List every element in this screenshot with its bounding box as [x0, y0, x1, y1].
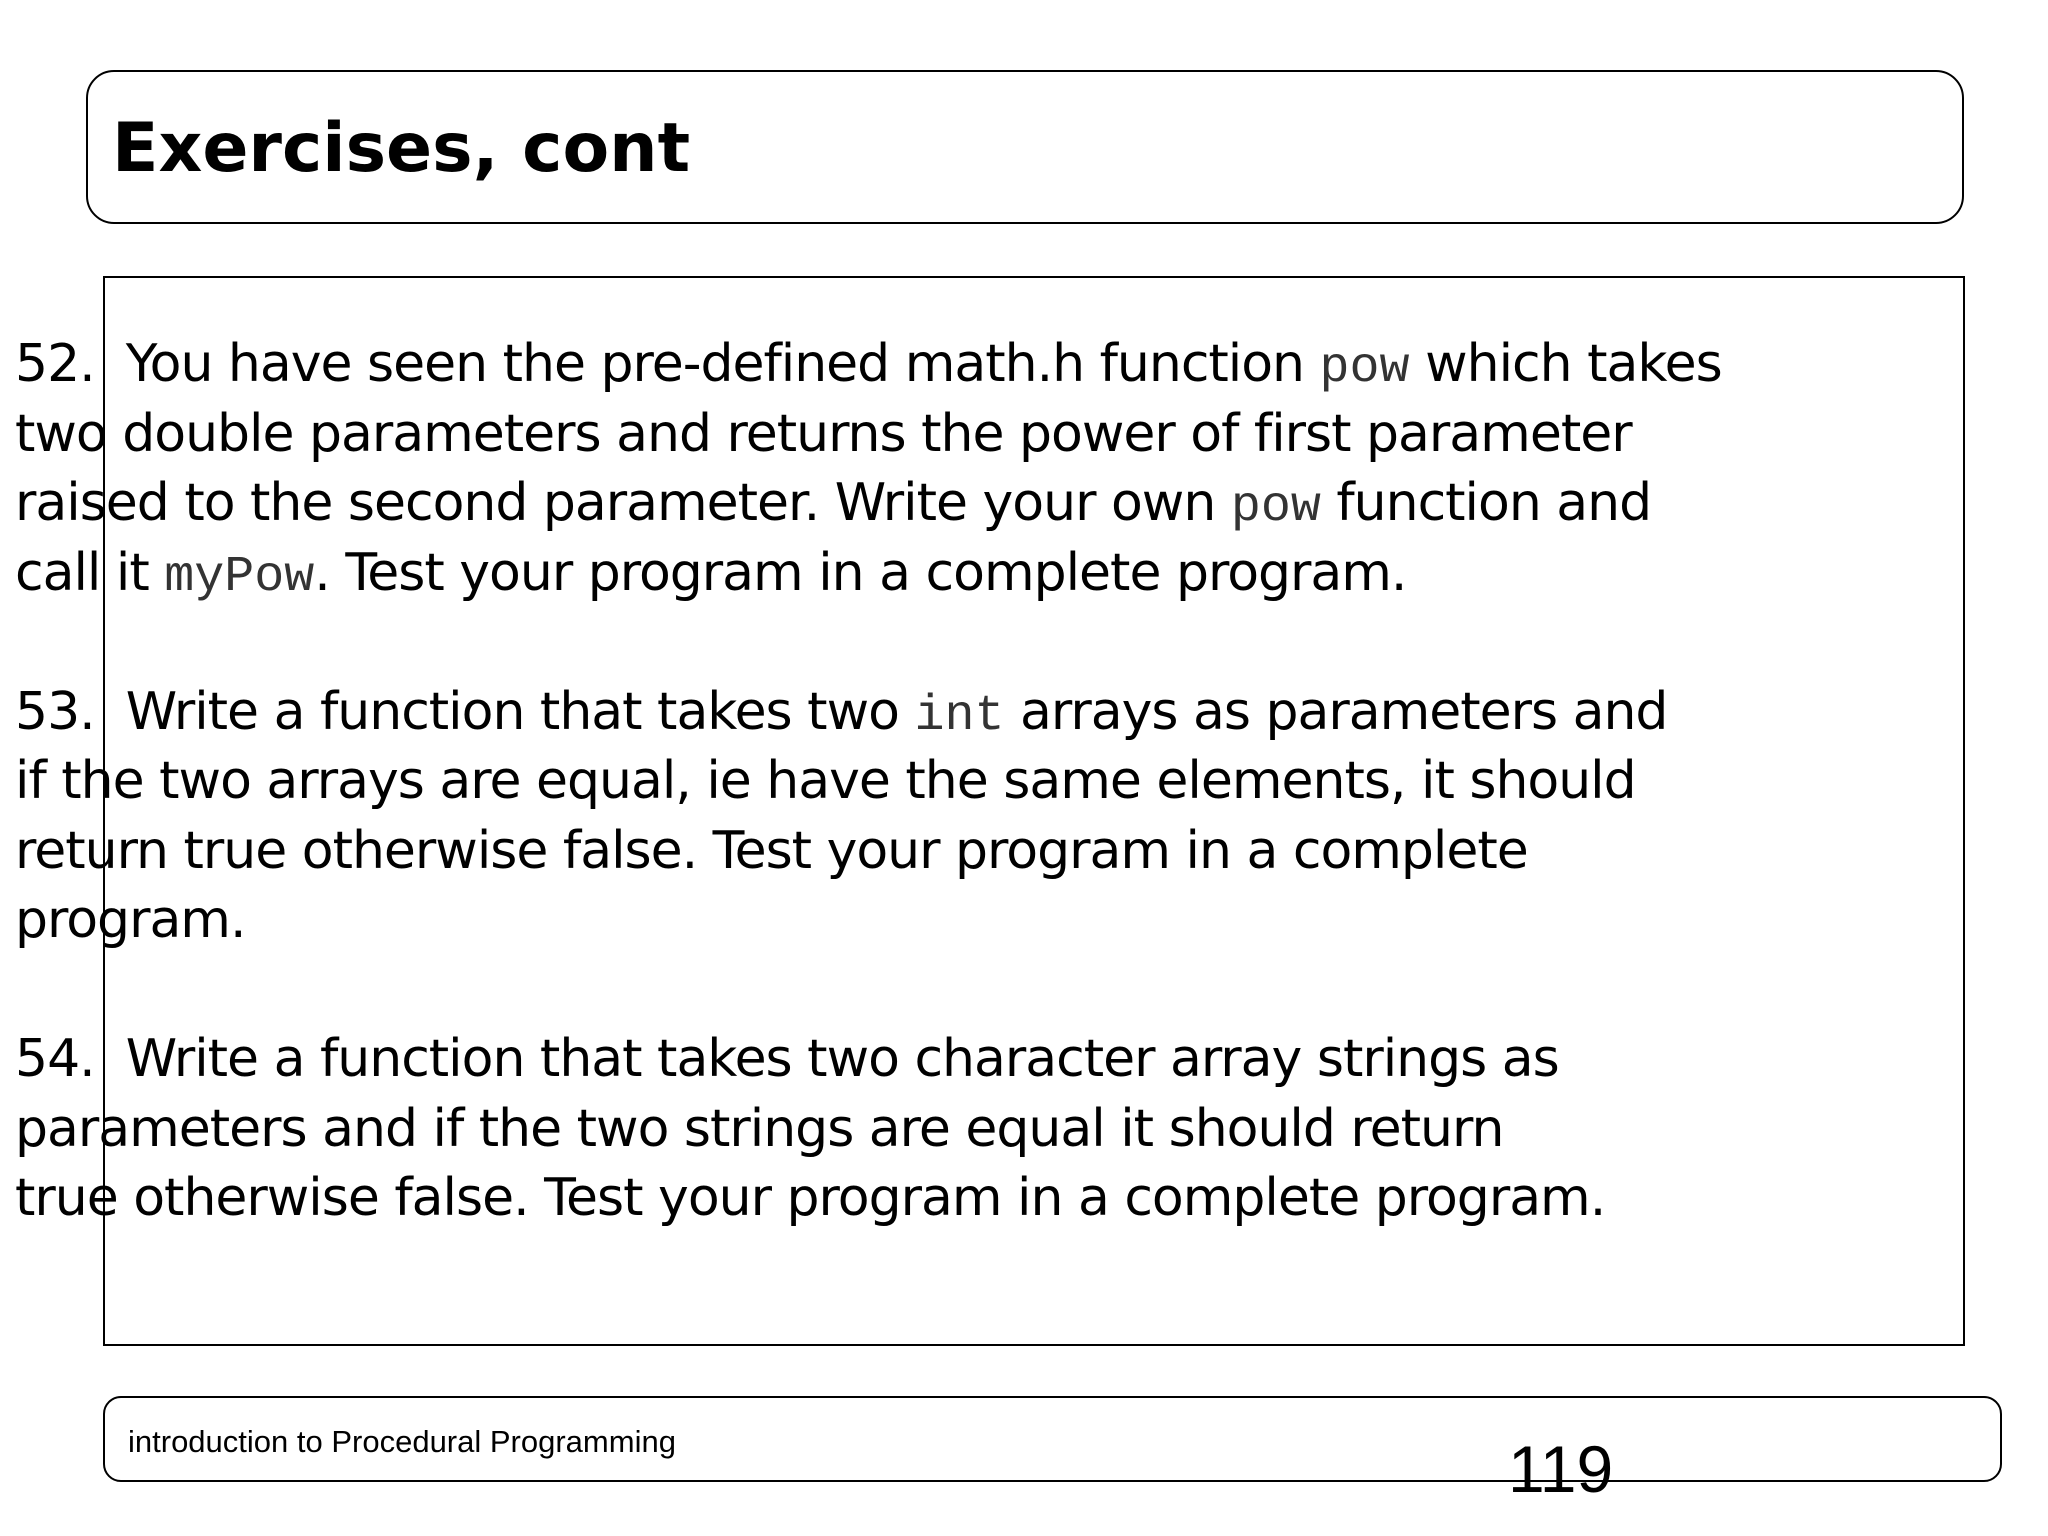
code-term: myPow	[164, 548, 315, 606]
exercise-text-segment: . Test your program in a complete program.	[314, 542, 1407, 603]
code-term: int	[914, 687, 1005, 745]
page-number: 119	[1508, 1432, 1614, 1506]
exercise-number: 52.	[15, 334, 95, 394]
exercise-list	[15, 330, 1915, 1303]
exercise-number: 53.	[15, 681, 95, 742]
exercise-line	[15, 1164, 1915, 1234]
exercise-line	[15, 469, 1915, 539]
slide-title: Exercises, cont	[112, 109, 691, 188]
exercise-text-segment: function and	[1320, 473, 1652, 533]
code-term: pow	[1319, 340, 1410, 397]
exercise-line	[15, 539, 1915, 609]
exercise-text-segment: return true otherwise false. Test your program in a complete	[15, 820, 1528, 881]
footer-course-title: introduction to Procedural Programming	[128, 1424, 676, 1459]
exercise-text-segment: parameters and if the two strings are equal it should return	[15, 1098, 1504, 1159]
exercise-text-segment: Write a function that takes two character array strings as	[125, 1029, 1559, 1089]
exercise-53	[15, 678, 1915, 956]
exercise-line	[15, 1095, 1915, 1165]
exercise-line	[15, 1025, 1915, 1095]
exercise-text-segment: program.	[15, 890, 246, 950]
exercise-line	[15, 678, 1915, 748]
exercise-line	[15, 330, 1915, 400]
exercise-text-segment: two double parameters and returns the power of first parameter	[15, 403, 1632, 464]
exercise-text-segment: true otherwise false. Test your program in a complete program.	[15, 1168, 1606, 1228]
exercise-text-segment: if the two arrays are equal, ie have the same elements, it should	[15, 751, 1636, 811]
exercise-54	[15, 1025, 1915, 1234]
exercise-text-segment: You have seen the pre-defined math.h function	[125, 334, 1320, 394]
exercise-text-segment: Write a function that takes two	[125, 681, 915, 742]
exercise-number: 54.	[15, 1029, 95, 1089]
exercise-text-segment: which takes	[1409, 334, 1722, 394]
exercise-text-segment: raised to the second parameter. Write your own	[15, 473, 1231, 533]
exercise-line	[15, 886, 1915, 956]
exercise-text-segment: arrays as parameters and	[1004, 681, 1668, 742]
exercise-line	[15, 747, 1915, 817]
exercise-text-segment: call it	[15, 542, 165, 603]
exercise-52	[15, 330, 1915, 608]
code-term: pow	[1230, 479, 1321, 536]
exercise-line	[15, 400, 1915, 470]
exercise-line	[15, 817, 1915, 887]
